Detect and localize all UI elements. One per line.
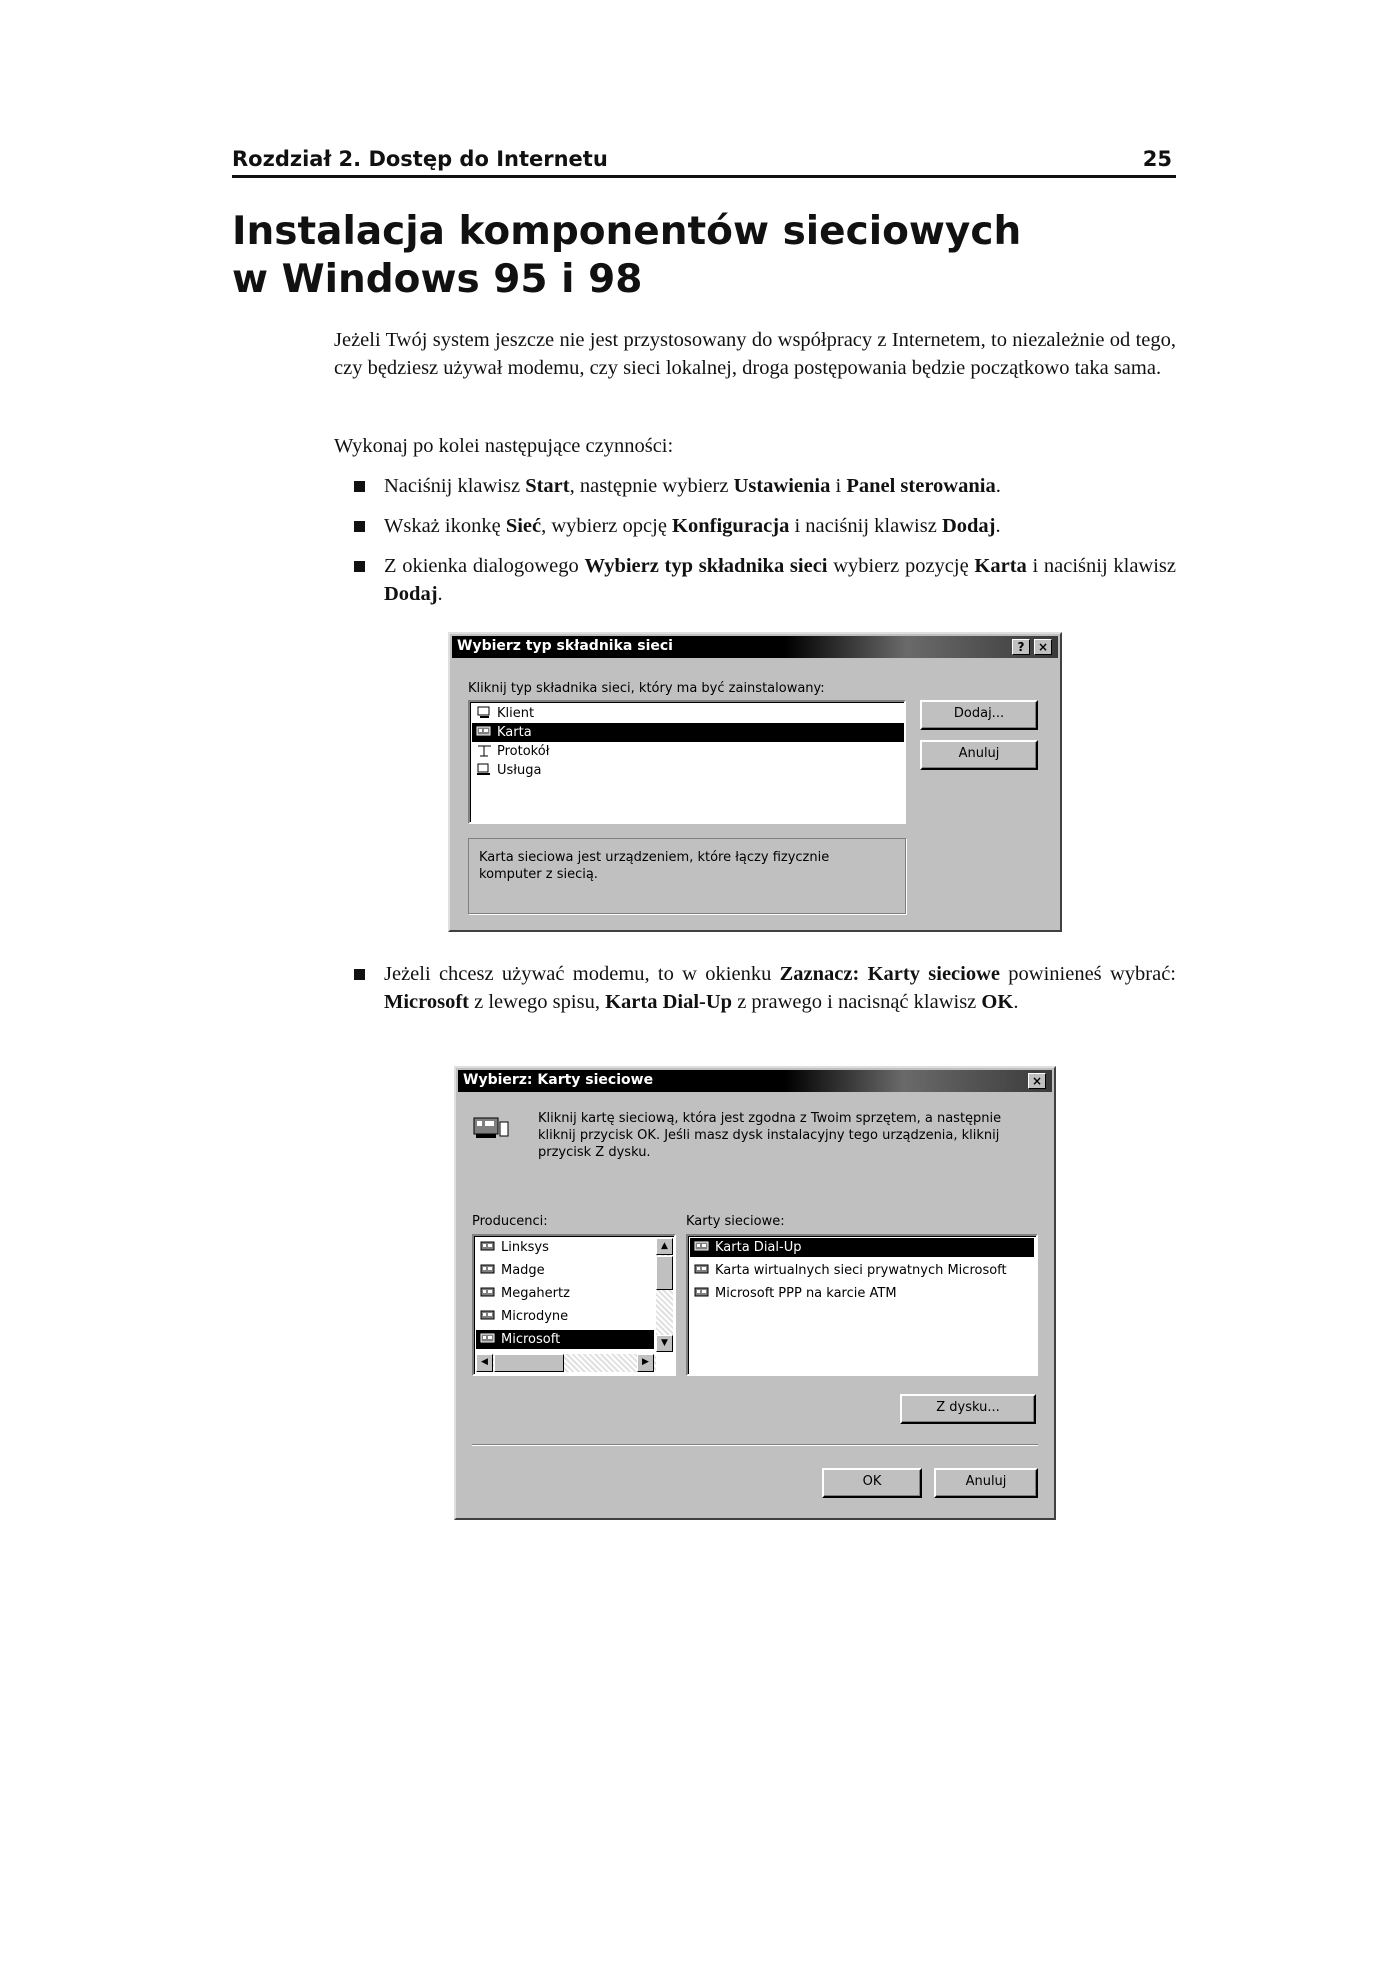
list-item: Wskaż ikonkę Sieć, wybierz opcję Konfiguracja i naciśnij klawisz Dodaj. [334, 512, 1176, 540]
separator [472, 1444, 1038, 1446]
network-card-icon [694, 1240, 711, 1253]
network-card-icon [472, 1114, 512, 1144]
list-item-adapter[interactable]: Karta wirtualnych sieci prywatnych Microsoft [690, 1261, 1034, 1280]
adapters-list[interactable] [686, 1234, 1038, 1376]
list-item: Jeżeli chcesz używać modemu, to w okienku Zaznacz: Karty sieciowe powinieneś wybrać: Microsoft z lewego spisu, Karta Dial-Up z prawego i nacisnąć klawisz OK. [334, 960, 1176, 1016]
protocol-icon [476, 744, 493, 757]
scroll-right-arrow-icon[interactable]: ▶ [637, 1354, 654, 1372]
network-card-icon [480, 1309, 497, 1322]
list-item-klient[interactable]: Klient [472, 704, 904, 723]
list-item-adapter-selected[interactable]: Karta Dial-Up [690, 1238, 1034, 1257]
network-card-icon [694, 1286, 711, 1299]
list-item-manufacturer-selected[interactable]: Microsoft [476, 1330, 654, 1349]
section-title-line1: Instalacja komponentów sieciowych [232, 209, 1022, 254]
select-adapter-dialog [454, 1066, 1056, 1520]
scroll-up-arrow-icon[interactable]: ▲ [656, 1238, 673, 1255]
intro-paragraph: Jeżeli Twój system jeszcze nie jest przystosowany do współpracy z Internetem, to niezależnie od tego, czy będziesz używał modemu, czy sieci lokalnej, droga postępowania będzie początkowo taka sama. [334, 329, 1176, 379]
component-prompt: Kliknij typ składnika sieci, który ma być zainstalowany: [468, 681, 825, 696]
step-list [334, 960, 1176, 1016]
network-card-icon [480, 1332, 497, 1345]
service-icon [476, 763, 493, 776]
bullet-icon [354, 521, 365, 532]
ok-button[interactable]: OK [822, 1468, 922, 1498]
manufacturers-label: Producenci: [472, 1214, 548, 1229]
bullet-icon [354, 481, 365, 492]
dialog-titlebar [452, 636, 1058, 658]
list-item-usluga[interactable]: Usługa [472, 761, 904, 780]
help-button[interactable]: ? [1012, 639, 1030, 655]
description-box [468, 838, 906, 914]
component-list[interactable] [468, 700, 906, 824]
step-list [334, 512, 1176, 540]
list-item: Z okienka dialogowego Wybierz typ składnika sieci wybierz pozycję Karta i naciśnij klawisz Dodaj. [334, 552, 1176, 608]
component-description: Karta sieciowa jest urządzeniem, które łączy fizycznie komputer z siecią. [479, 850, 830, 882]
chapter-title: Rozdział 2. Dostęp do Internetu [232, 147, 608, 171]
close-button[interactable]: × [1034, 639, 1052, 655]
close-button[interactable]: × [1028, 1073, 1046, 1089]
scroll-thumb[interactable] [656, 1256, 673, 1290]
add-button[interactable]: Dodaj... [920, 700, 1038, 730]
page-number: 25 [1142, 147, 1172, 171]
scroll-down-arrow-icon[interactable]: ▼ [656, 1335, 673, 1352]
cancel-button[interactable]: Anuluj [934, 1468, 1038, 1498]
list-item-manufacturer[interactable]: Megahertz [476, 1284, 654, 1303]
list-item-adapter[interactable]: Microsoft PPP na karcie ATM [690, 1284, 1034, 1303]
dialog-title: Wybierz typ składnika sieci [457, 638, 673, 654]
step-list [334, 552, 1176, 608]
client-icon [476, 706, 493, 719]
list-item-karta[interactable]: Karta [472, 723, 904, 742]
hscroll-thumb[interactable] [494, 1354, 564, 1372]
list-item-manufacturer[interactable]: Linksys [476, 1238, 654, 1257]
list-item-manufacturer[interactable]: Madge [476, 1261, 654, 1280]
select-component-dialog [448, 632, 1062, 932]
network-card-icon [480, 1286, 497, 1299]
network-card-icon [476, 725, 493, 738]
have-disk-button[interactable]: Z dysku... [900, 1394, 1036, 1424]
manufacturers-list[interactable] [472, 1234, 676, 1376]
running-header [232, 145, 1176, 178]
network-card-icon [480, 1263, 497, 1276]
network-card-icon [480, 1240, 497, 1253]
lead-paragraph: Wykonaj po kolei następujące czynności: [334, 435, 674, 457]
list-item: Naciśnij klawisz Start, następnie wybierz Ustawienia i Panel sterowania. [334, 472, 1176, 500]
network-card-icon [694, 1263, 711, 1276]
list-item-manufacturer[interactable]: Microdyne [476, 1307, 654, 1326]
bullet-icon [354, 969, 365, 980]
step-list [334, 472, 1176, 500]
scroll-left-arrow-icon[interactable]: ◀ [476, 1354, 493, 1372]
bullet-icon [354, 561, 365, 572]
cancel-button[interactable]: Anuluj [920, 740, 1038, 770]
dialog-titlebar [458, 1070, 1052, 1092]
adapters-label: Karty sieciowe: [686, 1214, 785, 1229]
list-item-protokol[interactable]: Protokół [472, 742, 904, 761]
dialog-info-text: Kliknij kartę sieciową, która jest zgodna z Twoim sprzętem, a następnie kliknij przycisk OK. Jeśli masz dysk instalacyjny tego urządzenia, kliknij przycisk Z dysku. [538, 1111, 1002, 1160]
section-title [232, 208, 1192, 304]
section-title-line2: w Windows 95 i 98 [232, 257, 643, 302]
dialog-title: Wybierz: Karty sieciowe [463, 1072, 654, 1088]
